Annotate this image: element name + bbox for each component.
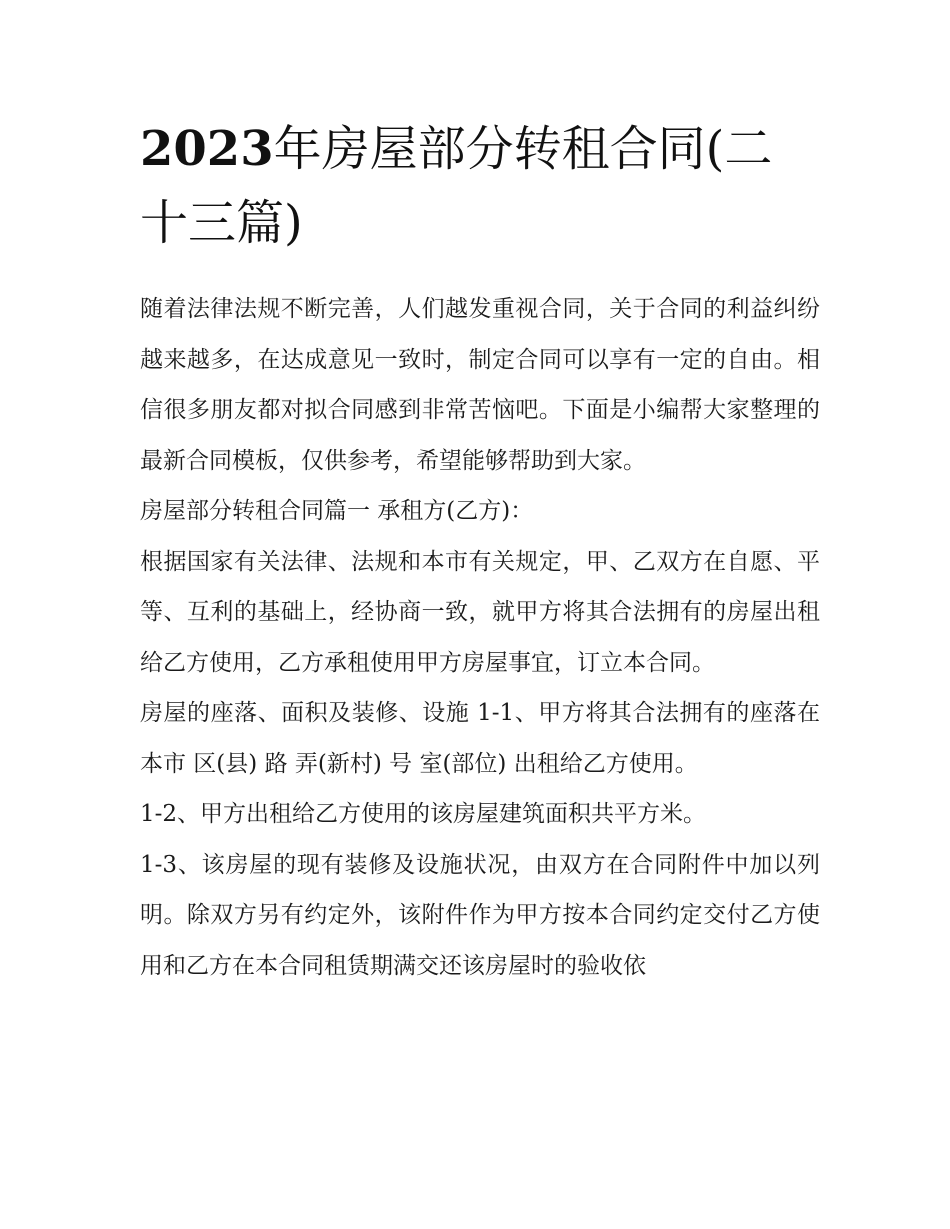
- title-text: 年房屋部分转租合同(二十三篇): [140, 121, 773, 251]
- section-heading-paragraph: 房屋部分转租合同篇一 承租方(乙方)：: [140, 498, 534, 524]
- title-year: 2023: [140, 121, 274, 177]
- agreement-basis-paragraph: 根据国家有关法律、法规和本市有关规定，甲、乙双方在自愿、平等、互利的基础上，经协商一致，就甲方将其合法拥有的房屋出租给乙方使用，乙方承租使用甲方房屋事宜，订立本合同。: [140, 548, 820, 676]
- clause-1-2-paragraph: 1-2、甲方出租给乙方使用的该房屋建筑面积共平方米。: [140, 801, 707, 827]
- clause-1-1-paragraph: 房屋的座落、面积及装修、设施 1-1、甲方将其合法拥有的座落在本市 区(县) 路 弄(新村) 号 室(部位) 出租给乙方使用。: [140, 700, 820, 777]
- title-spacer: [140, 260, 820, 284]
- intro-paragraph: 随着法律法规不断完善，人们越发重视合同，关于合同的利益纠纷越来越多，在达成意见一致时，制定合同可以享有一定的自由。相信很多朋友都对拟合同感到非常苦恼吧。下面是小编帮大家整理的最新合同模板，仅供参考，希望能够帮助到大家。: [140, 296, 820, 474]
- clause-1-3-paragraph: 1-3、该房屋的现有装修及设施状况，由双方在合同附件中加以列明。除双方另有约定外，该附件作为甲方按本合同约定交付乙方使用和乙方在本合同租赁期满交还该房屋时的验收依: [140, 851, 820, 979]
- document-body: [140, 112, 820, 991]
- document-title: [140, 112, 780, 260]
